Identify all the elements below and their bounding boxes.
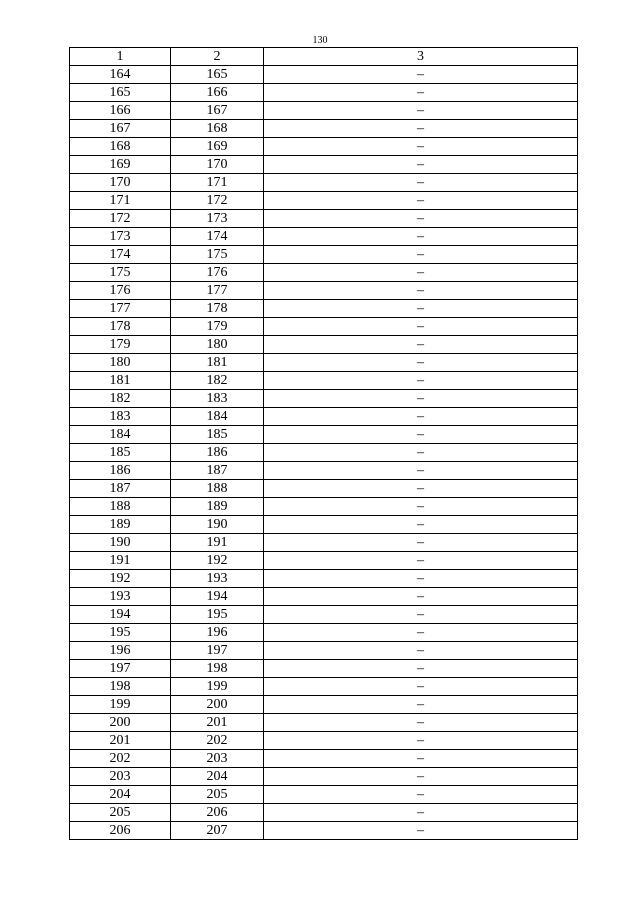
table-row	[70, 480, 578, 498]
table-cell-col-3: –	[264, 426, 578, 444]
table-cell-col-2: 169	[171, 138, 264, 156]
page-number: 130	[312, 35, 328, 46]
table-cell-col-3: –	[264, 552, 578, 570]
table-cell-col-2: 171	[171, 174, 264, 192]
table-cell-col-1: 194	[70, 606, 171, 624]
table-cell-col-1: 167	[70, 120, 171, 138]
table-cell-col-1: 175	[70, 264, 171, 282]
table-cell-col-3: –	[264, 138, 578, 156]
table-cell-col-2: 170	[171, 156, 264, 174]
table-row	[70, 336, 578, 354]
table-cell-col-1: 185	[70, 444, 171, 462]
table-cell-col-1: 180	[70, 354, 171, 372]
table-header-row	[70, 48, 578, 66]
table-row	[70, 66, 578, 84]
table-cell-col-3: –	[264, 660, 578, 678]
table-cell-col-1: 198	[70, 678, 171, 696]
table-row	[70, 714, 578, 732]
table-cell-col-1: 182	[70, 390, 171, 408]
table-cell-col-1: 177	[70, 300, 171, 318]
table-row	[70, 516, 578, 534]
table-cell-col-2: 181	[171, 354, 264, 372]
table-cell-col-1: 203	[70, 768, 171, 786]
column-header-3: 3	[264, 48, 578, 66]
table-cell-col-3: –	[264, 102, 578, 120]
table-row	[70, 696, 578, 714]
table-cell-col-1: 164	[70, 66, 171, 84]
table-cell-col-2: 172	[171, 192, 264, 210]
table-cell-col-3: –	[264, 498, 578, 516]
table-row	[70, 462, 578, 480]
table-cell-col-3: –	[264, 768, 578, 786]
table-cell-col-3: –	[264, 318, 578, 336]
table-row	[70, 354, 578, 372]
table-row	[70, 156, 578, 174]
table-row	[70, 408, 578, 426]
table-cell-col-2: 206	[171, 804, 264, 822]
table-body	[70, 66, 578, 840]
table-cell-col-2: 205	[171, 786, 264, 804]
table-cell-col-1: 189	[70, 516, 171, 534]
table-cell-col-2: 168	[171, 120, 264, 138]
table-cell-col-3: –	[264, 120, 578, 138]
table-cell-col-3: –	[264, 210, 578, 228]
table-cell-col-2: 195	[171, 606, 264, 624]
table-cell-col-3: –	[264, 696, 578, 714]
table-cell-col-1: 202	[70, 750, 171, 768]
table-cell-col-2: 198	[171, 660, 264, 678]
table-row	[70, 372, 578, 390]
table-row	[70, 84, 578, 102]
table-cell-col-3: –	[264, 750, 578, 768]
table-row	[70, 120, 578, 138]
table-cell-col-3: –	[264, 732, 578, 750]
table-row	[70, 138, 578, 156]
table-row	[70, 498, 578, 516]
table-row	[70, 768, 578, 786]
table-cell-col-1: 170	[70, 174, 171, 192]
table-row	[70, 102, 578, 120]
table-cell-col-2: 199	[171, 678, 264, 696]
table-cell-col-1: 179	[70, 336, 171, 354]
table-cell-col-2: 191	[171, 534, 264, 552]
table-cell-col-1: 172	[70, 210, 171, 228]
table-cell-col-3: –	[264, 480, 578, 498]
table-cell-col-3: –	[264, 570, 578, 588]
table-cell-col-1: 187	[70, 480, 171, 498]
table-cell-col-1: 188	[70, 498, 171, 516]
table-cell-col-2: 189	[171, 498, 264, 516]
table-row	[70, 642, 578, 660]
table-row	[70, 192, 578, 210]
table-row	[70, 282, 578, 300]
table-row	[70, 822, 578, 840]
table-cell-col-3: –	[264, 300, 578, 318]
table-cell-col-2: 207	[171, 822, 264, 840]
table-cell-col-3: –	[264, 786, 578, 804]
table-cell-col-1: 184	[70, 426, 171, 444]
table-cell-col-3: –	[264, 66, 578, 84]
table-cell-col-1: 186	[70, 462, 171, 480]
table-cell-col-2: 185	[171, 426, 264, 444]
table-cell-col-2: 167	[171, 102, 264, 120]
table-cell-col-2: 178	[171, 300, 264, 318]
table-cell-col-3: –	[264, 390, 578, 408]
table-cell-col-3: –	[264, 408, 578, 426]
table-row	[70, 678, 578, 696]
table-cell-col-3: –	[264, 372, 578, 390]
table-cell-col-1: 195	[70, 624, 171, 642]
table-cell-col-1: 199	[70, 696, 171, 714]
table-row	[70, 588, 578, 606]
table-cell-col-1: 169	[70, 156, 171, 174]
table-row	[70, 660, 578, 678]
table-cell-col-3: –	[264, 444, 578, 462]
table-cell-col-1: 197	[70, 660, 171, 678]
table-cell-col-1: 168	[70, 138, 171, 156]
column-header-2: 2	[171, 48, 264, 66]
table-cell-col-2: 183	[171, 390, 264, 408]
table-row	[70, 624, 578, 642]
table-cell-col-3: –	[264, 804, 578, 822]
table-cell-col-2: 201	[171, 714, 264, 732]
table-cell-col-3: –	[264, 606, 578, 624]
table-cell-col-1: 190	[70, 534, 171, 552]
table-cell-col-2: 193	[171, 570, 264, 588]
table-cell-col-1: 176	[70, 282, 171, 300]
table-cell-col-1: 205	[70, 804, 171, 822]
table-cell-col-2: 177	[171, 282, 264, 300]
table-row	[70, 300, 578, 318]
table-cell-col-1: 201	[70, 732, 171, 750]
table-row	[70, 570, 578, 588]
table-row	[70, 228, 578, 246]
table-cell-col-3: –	[264, 534, 578, 552]
table-cell-col-3: –	[264, 192, 578, 210]
table-cell-col-1: 193	[70, 588, 171, 606]
table-cell-col-2: 194	[171, 588, 264, 606]
table-cell-col-3: –	[264, 588, 578, 606]
table-cell-col-2: 200	[171, 696, 264, 714]
table-cell-col-1: 196	[70, 642, 171, 660]
table-cell-col-3: –	[264, 228, 578, 246]
table-cell-col-2: 173	[171, 210, 264, 228]
table-cell-col-2: 196	[171, 624, 264, 642]
table-cell-col-2: 175	[171, 246, 264, 264]
data-table	[69, 47, 578, 840]
table-cell-col-1: 174	[70, 246, 171, 264]
table-cell-col-3: –	[264, 264, 578, 282]
table-row	[70, 444, 578, 462]
table-cell-col-1: 181	[70, 372, 171, 390]
table-cell-col-2: 182	[171, 372, 264, 390]
table-cell-col-2: 204	[171, 768, 264, 786]
table-row	[70, 534, 578, 552]
table-cell-col-1: 206	[70, 822, 171, 840]
table-cell-col-3: –	[264, 714, 578, 732]
table-row	[70, 390, 578, 408]
table-cell-col-1: 178	[70, 318, 171, 336]
table-cell-col-3: –	[264, 156, 578, 174]
table-cell-col-3: –	[264, 246, 578, 264]
table-cell-col-2: 197	[171, 642, 264, 660]
table-cell-col-2: 165	[171, 66, 264, 84]
table-cell-col-1: 173	[70, 228, 171, 246]
table-cell-col-3: –	[264, 336, 578, 354]
table-cell-col-3: –	[264, 462, 578, 480]
table-row	[70, 426, 578, 444]
table-row	[70, 786, 578, 804]
table-cell-col-2: 190	[171, 516, 264, 534]
table-cell-col-1: 192	[70, 570, 171, 588]
table-cell-col-2: 188	[171, 480, 264, 498]
table-cell-col-1: 165	[70, 84, 171, 102]
table-cell-col-2: 187	[171, 462, 264, 480]
table-cell-col-3: –	[264, 516, 578, 534]
table-row	[70, 264, 578, 282]
table-row	[70, 246, 578, 264]
table-cell-col-3: –	[264, 84, 578, 102]
table-cell-col-3: –	[264, 282, 578, 300]
table-cell-col-2: 186	[171, 444, 264, 462]
table-cell-col-1: 191	[70, 552, 171, 570]
table-row	[70, 732, 578, 750]
table-cell-col-1: 171	[70, 192, 171, 210]
table-cell-col-2: 179	[171, 318, 264, 336]
table-cell-col-3: –	[264, 624, 578, 642]
table-cell-col-2: 180	[171, 336, 264, 354]
table-row	[70, 174, 578, 192]
table-cell-col-2: 192	[171, 552, 264, 570]
table-cell-col-2: 176	[171, 264, 264, 282]
table-row	[70, 318, 578, 336]
table-cell-col-2: 184	[171, 408, 264, 426]
table-cell-col-3: –	[264, 822, 578, 840]
table-row	[70, 750, 578, 768]
table-cell-col-1: 166	[70, 102, 171, 120]
table-row	[70, 552, 578, 570]
table-cell-col-2: 166	[171, 84, 264, 102]
table-cell-col-3: –	[264, 642, 578, 660]
table-cell-col-3: –	[264, 678, 578, 696]
table-row	[70, 804, 578, 822]
table-cell-col-2: 202	[171, 732, 264, 750]
table-row	[70, 210, 578, 228]
table-cell-col-3: –	[264, 174, 578, 192]
table-cell-col-3: –	[264, 354, 578, 372]
table-cell-col-2: 174	[171, 228, 264, 246]
table-cell-col-2: 203	[171, 750, 264, 768]
table-row	[70, 606, 578, 624]
table-cell-col-1: 204	[70, 786, 171, 804]
table-cell-col-1: 200	[70, 714, 171, 732]
column-header-1: 1	[70, 48, 171, 66]
table-cell-col-1: 183	[70, 408, 171, 426]
